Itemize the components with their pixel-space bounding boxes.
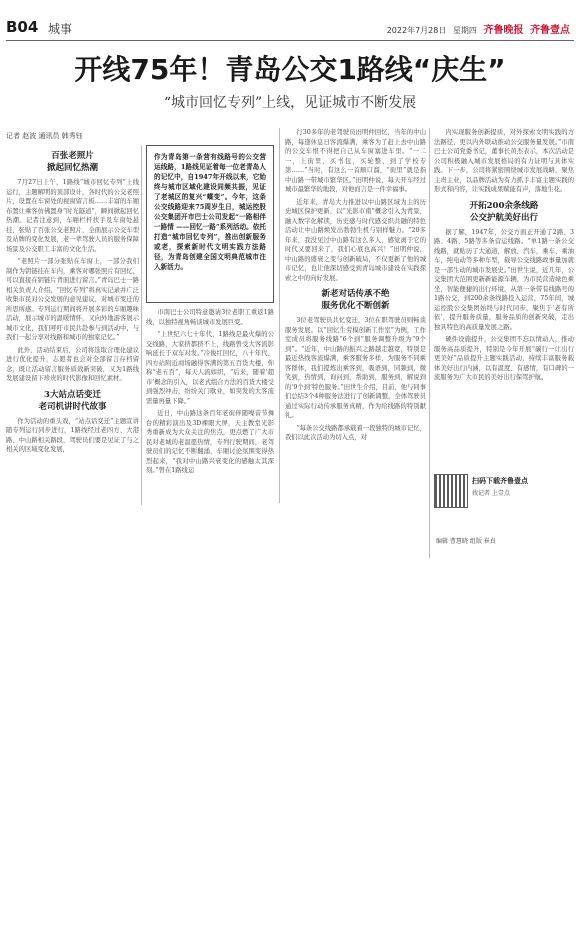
paragraph: “上世纪六七十年代，1路线是最火爆的公交线路，大家挤都挤不上，线路曾受大客流影响延长于双车对发。”冷俊红回忆，八十年代，四方站附近商场融得客满的第五百货大楼，你称“老五百”，每天人流如织，“后来，随着‘超市’概念的引入，以老式组合方法的百货大楼受到强烈冲击，纷纷关门歇业，如突发的大客流需量再量下降。” <box>146 331 274 405</box>
column-1-body-2 <box>6 417 139 455</box>
paragraph: 内实现服务创新提质，对外探索文明实践的方法路径，更以内外联动推动公交服务量发展。”市南巴士公司党委书记，董事长黄杰表示，本次活动是公司积极融入城市发展格局的有力证明与具体实践。下一步，公司将紧密围绕城市发展战略，聚焦主责主业，以品牌活动为有力抓手丰富主题实践的形式和内容，让实践成果赋能有声，落地生花。 <box>434 129 574 193</box>
paragraph: 近日，中山路这条百年老街伴随噪音节舞台的精彩演出及3D裸眼大屏，天主教堂光影秀重新成为大众关注的焦点，更点燃了广大市民对老城的老温愿热情，专列行驶期间，老驾驶员们的记忆不断翻涌，车厢讨论氛围变得热烈起来，“我对中山路兴衰变化的感触太其深刻。”曾在1路线运 <box>146 410 274 474</box>
column-3-body <box>285 128 426 283</box>
column-4-body-2 <box>434 228 574 383</box>
qr-title: 扫码下载齐鲁壹点 <box>472 477 528 485</box>
column-2-body <box>146 308 274 476</box>
column-rule <box>279 128 280 503</box>
editor-credit: 编辑 曹慧晓 组版 崔真 <box>436 538 496 545</box>
byline: 记者 赵波 通讯员 韩秀钰 <box>6 132 83 140</box>
page-number: B04 <box>6 18 39 36</box>
article-subtitle: “城市回忆专列”上线，见证城市不断发展 <box>163 95 417 111</box>
paragraph: “老照片一部分张贴在车窗上，一部分我们制作为钥链挂在车内，乘客对哪张照片有回忆，可以直接在钥链片背面进行留言。”青岛巴士一路相关负责人介绍，“回忆专列”将真实记录并广泛收集市民对公交发展的意见建议，对城市变迁的所思所感。专列运行期间将开展多彩的车厢趣味活动，展示城市的温暖情怀，又向外地游客展示城市文化，我们呼吁市民共赴参与到活动中，与我们一起分享对线路和城市的独家记忆。” <box>6 258 139 341</box>
paragraph: 3位老驾驶员共忆变迁，3位在职驾驶员则畅谈服务发展。以“回忆生劳模创新工作室”为例，工作室成员将服务线路“6个到”服务调整升级为“9个到”。“近年，中山路的振兴之路越走越宽，特别是最近热线客流爆满，乘客服务多样，为服务不同乘客群体，我们提炼出乘客到，吸语到，同频到，微笑到，热情到，询问到，帮助到，服务到，解说到的‘9个到’特色服务。”田世生介绍，目前，他与同事们总结3个4种服务法进行了创新调整，全体驾驶员通过实际行动传承服务真精，作为给线路的特别献礼。 <box>285 317 426 419</box>
paper-name: 齐鲁晚报 <box>483 25 524 36</box>
column-rule <box>141 145 142 505</box>
paragraph: 行30多年的老驾驶员田明仲回忆，当年的中山路，每逢休息日客流爆满，乘客为了赶上去中山路的公交车恨不得把自己从车窗塞进车里。“一二一，上街里，买书包，买轮整，到了学校专第……”当时，有这么一首顺口溜，“街里”就是指中山路一带城市繁华区。”田明仲说，每天开车经过城市最繁华的地段，对他而言是一件幸福事。 <box>285 129 426 193</box>
article-title: 开线75年！青岛公交1路线“庆生” <box>74 53 506 86</box>
qr-subtitle: 找记者 上壹点 <box>472 490 510 497</box>
column-1-body <box>6 178 139 384</box>
page-header <box>6 18 574 38</box>
paragraph: 硬件设施提升，公交集团不忘以情动人，推动服务高品质提升，特别是今年开展“碳行一让出行更美好”品质提升主题实践活动，持续丰富服务载体美好出行内涵，以有温度、有感情，有口碑的一流服务为广大市民的美好出行保驾护航。 <box>434 336 574 381</box>
section-heading-2: 3大站点话变迁 老司机讲时代故事 <box>38 389 107 412</box>
paragraph: 市南巴士公司特意邀请3位老职工重返1路线，以独特视角畅谈城市发展巨变。 <box>146 309 274 326</box>
section-name: 城事 <box>48 22 73 36</box>
paragraph: 此外，活动结束后，公司将选取合理化建议进行优化提升，志愿者也会对全部留言存档留念，既让活动留言服务质效新突破，又为1路线发展建设留下珍贵的时代影像和回忆素材。 <box>6 346 139 382</box>
qr-promo <box>434 470 574 520</box>
column-3-body-2 <box>285 316 426 443</box>
column-2 <box>146 308 274 500</box>
paragraph: 近年来，青岛大力推进以中山路区域为主的历史城区保护更新，以“光影市南”概念引入为背景，融入数字化解读，历史感与时代感交织共融的特色活动让中山路焕发出勃勃生机与别样魅力。“20多年来，我没见过中山路有这么多人，感觉离于它的时代又要回来了，我们心底也高兴！”田明仲说，中山路的盛衰之变与创新破局，不仅更新了他的城市记忆，也让他深切感受到青岛城市建设在实践探索之中的向好发展。 <box>285 198 426 282</box>
column-4-body <box>434 128 574 195</box>
issue-date: 2022年7月28日 <box>386 26 447 35</box>
column-1 <box>6 145 139 505</box>
issue-weekday: 星期四 <box>452 26 477 35</box>
brand-logo: 齐鲁壹点 <box>530 25 570 36</box>
intro-box-text: 作为青岛第一条营有线路号的公交营运线路，1路线见证着每一位老青岛人的记忆中，自1947年开线以来，它始终与城市区域化建设同频共振，见证了老城区的复兴“蝶变”。今年，这条公交线路迎来75周岁生日，城运控股公交集团开市巴士公司发起“一路相伴 一路情 ——回忆一路”系列活动。依托打造“城市回忆专列”，推出创新服务或老，探索新时代文明实践方法路径，为青岛创建全国文明典范城市注入新活力。 <box>154 153 266 271</box>
column-4 <box>434 128 574 468</box>
qr-code-icon[interactable] <box>434 474 468 508</box>
section-heading-1: 百张老照片 掀起回忆热潮 <box>46 151 98 173</box>
section-heading-4: 开拓200余条线路 公交护航美好出行 <box>469 200 539 223</box>
masthead-info <box>387 21 570 36</box>
header-divider <box>6 40 574 41</box>
paragraph: “每条公交线路都承载着一段独特的城市记忆，我们以此次活动为切入点，对 <box>285 424 426 441</box>
paragraph: 作为活动的重头戏，“站点话变迁”主题宣讲随专列运行同步进行，1路线经过老四方、大港路、中山路相关路段，驾驶员们要是见证了与之相关的区域变化发展， <box>6 417 139 453</box>
column-rule <box>429 128 430 558</box>
paragraph: 据了解，1947年，公交方面正开通了2路、3路、4路、5路等多条营运线路。“单1路一条公交线路，就贴历了大通道，解放，汽车，乘车、乘油车，纯电动等多种车型，载导公交线路政事量加就是一部生动的城市发展史。”田世生说，近几年，公交集团大范围更新新能源车辆，为市民营造绿色乘坐，智能便捷的出行环境，从第一条带有线路号的1路公交，到200余条线路投入运营，75年间，城运控股公交集团始终与时代同步，聚焦于‘老有所依’，提升服务质量，服务品质的创新突破，走出独具特色的高质量发展之路。 <box>434 228 574 331</box>
paragraph: 7月27日上午，1路线“城市回忆专列”上线运行，主题解明的顶部设计，各时代的公交老照片，设置在车窗处的视窗留言板……丰富的车厢布置让乘客仿佛置身“时光隧道”，瞬间掀起回忆热潮。记者注意到，车厢栏杆扶手及车窗处悬挂，张贴了百张公交老照片，全面展示公交车型及站牌的变化发展，老一辈驾驶人员的服务保障场景及公交职工丰富的文化生活。 <box>6 179 139 253</box>
intro-box <box>146 145 274 303</box>
section-heading-3: 新老对话传承不绝 服务优化不断创新 <box>321 289 390 311</box>
column-3 <box>285 128 426 503</box>
